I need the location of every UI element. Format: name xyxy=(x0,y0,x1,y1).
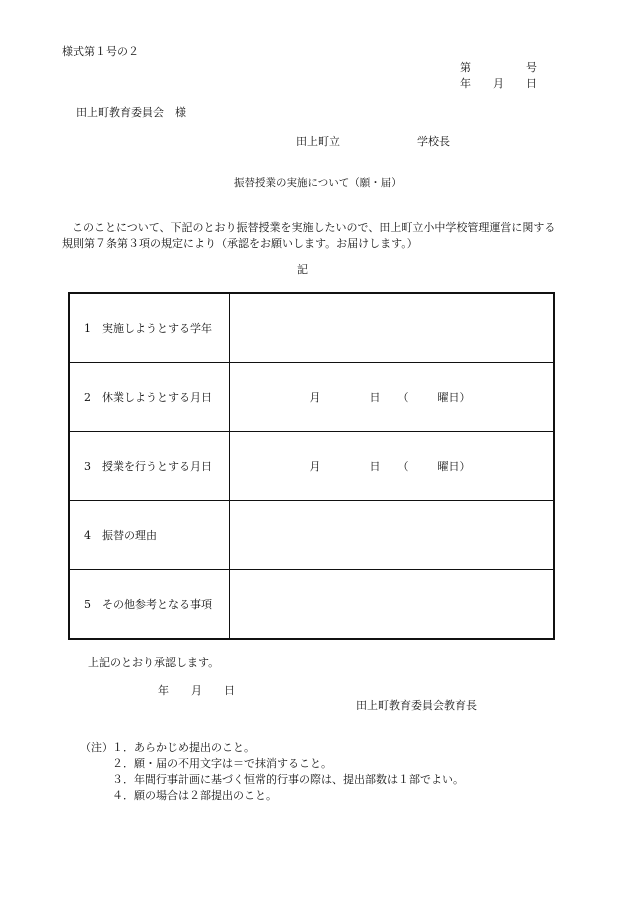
row-value-other[interactable] xyxy=(229,570,554,640)
table-row xyxy=(69,432,554,501)
form-number: 様式第１号の２ xyxy=(62,45,139,58)
table-row xyxy=(69,363,554,432)
notes-heading: （注） xyxy=(80,741,113,754)
row-value-class-date[interactable] xyxy=(229,432,554,501)
month-label: 月 xyxy=(309,460,321,473)
approval-text: 上記のとおり承認します。 xyxy=(88,656,220,669)
row-label-closure-date: 2 休業しようとする月日 xyxy=(69,363,229,432)
note-item: ２．願・届の不用文字は＝で抹消すること。 xyxy=(112,757,332,770)
addressee: 田上町教育委員会 様 xyxy=(76,106,186,119)
paren-open: （ xyxy=(397,391,409,404)
approval-signer: 田上町教育委員会教育長 xyxy=(356,699,477,712)
month-label: 月 xyxy=(309,391,321,404)
row-label-class-date: 3 授業を行うとする月日 xyxy=(69,432,229,501)
note-item: １．あらかじめ提出のこと。 xyxy=(112,741,255,754)
approval-date: 年 月 日 xyxy=(158,684,235,697)
table-row xyxy=(69,293,554,363)
document-number-line: 第 号 xyxy=(460,61,537,74)
weekday-label: 曜日） xyxy=(437,391,471,404)
row-value-reason[interactable] xyxy=(229,501,554,570)
document-date-line: 年 月 日 xyxy=(460,77,537,90)
table-row xyxy=(69,570,554,640)
note-item: ４．願の場合は２部提出のこと。 xyxy=(112,789,277,802)
ki-heading: 記 xyxy=(297,263,308,276)
note-item: ３．年間行事計画に基づく恒常的行事の際は、提出部数は１部でよい。 xyxy=(112,773,464,786)
table-row xyxy=(69,501,554,570)
request-table xyxy=(68,292,555,640)
document-title: 振替授業の実施について（願・届） xyxy=(234,177,402,189)
applicant: 田上町立 学校長 xyxy=(296,135,450,148)
row-value-closure-date[interactable] xyxy=(229,363,554,432)
weekday-label: 曜日） xyxy=(437,460,471,473)
row-label-other: 5 その他参考となる事項 xyxy=(69,570,229,640)
row-label-reason: 4 振替の理由 xyxy=(69,501,229,570)
row-value-grade[interactable] xyxy=(229,293,554,363)
day-label: 日 xyxy=(369,460,381,473)
body-text: このことについて、下記のとおり振替授業を実施したいので、田上町立小中学校管理運営に関する規則第７条第３項の規定により（承認をお願いします。お届けします。） xyxy=(62,221,556,250)
paren-open: （ xyxy=(397,460,409,473)
row-label-grade: 1 実施しようとする学年 xyxy=(69,293,229,363)
day-label: 日 xyxy=(369,391,381,404)
